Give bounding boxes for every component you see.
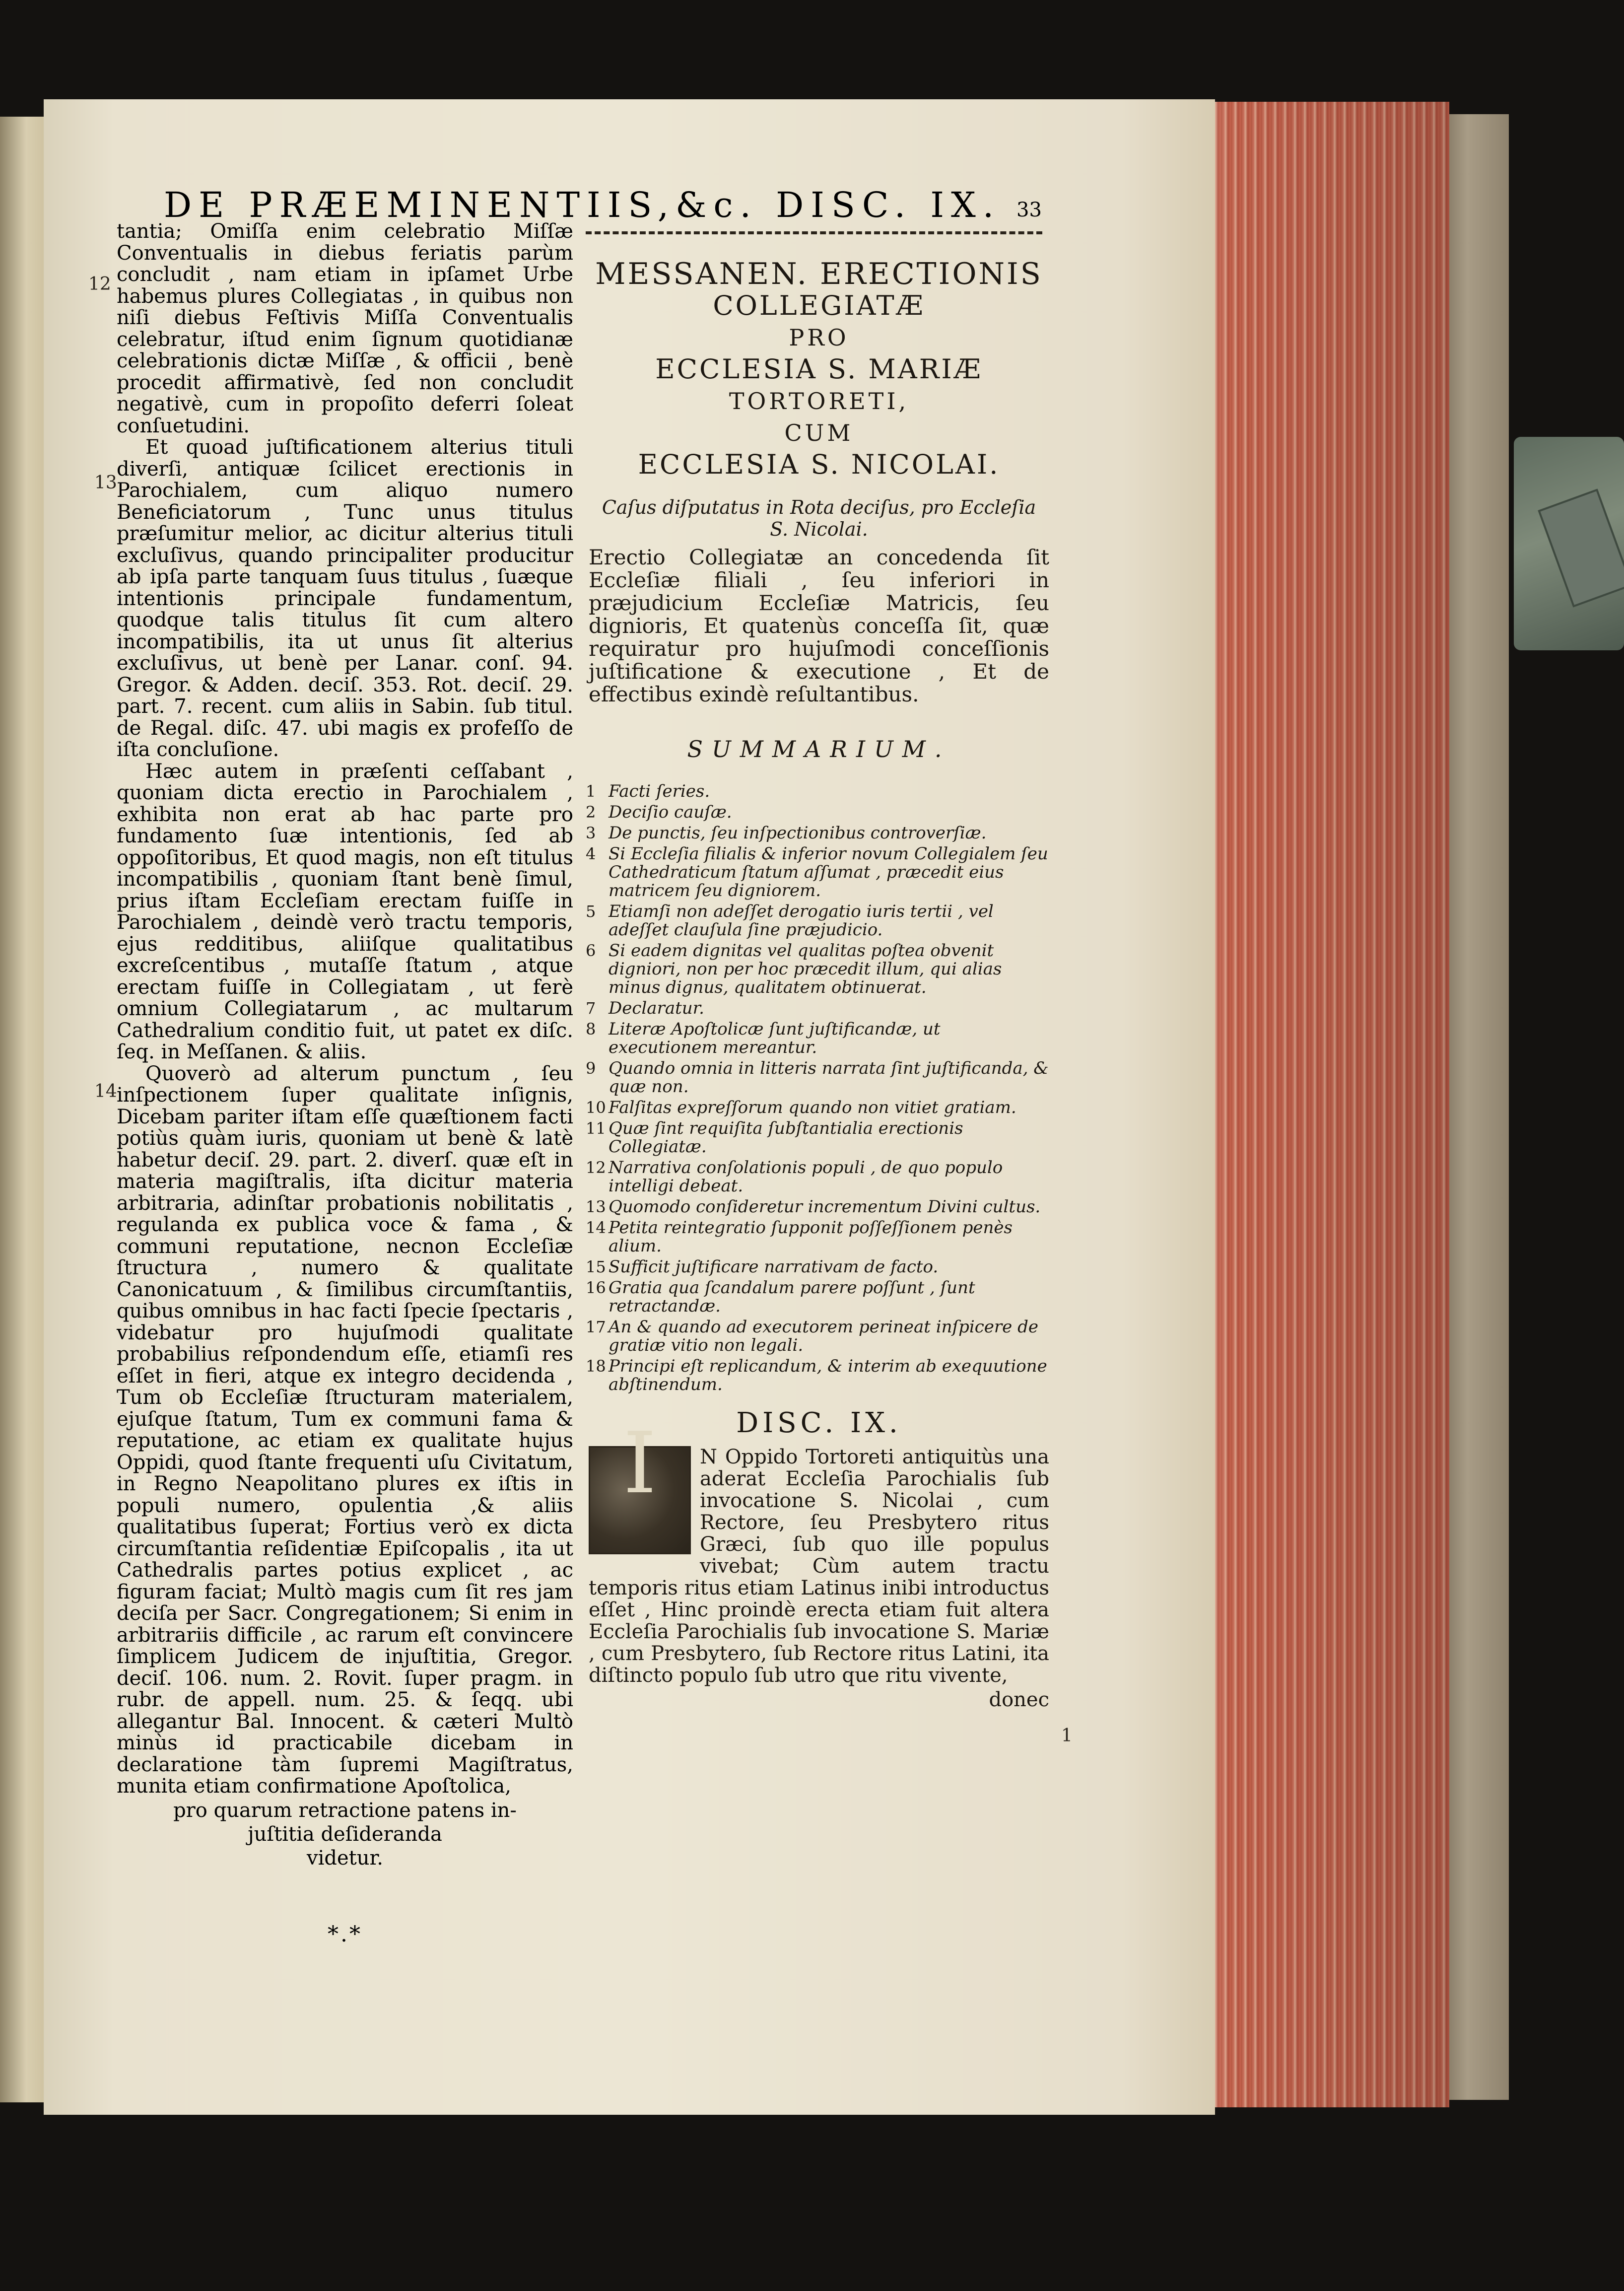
summary-number: 5 xyxy=(586,902,596,921)
summary-text: Falſitas expreſſorum quando non vitiet gratiam. xyxy=(609,1098,1016,1117)
initial-letter: I xyxy=(623,1414,657,1513)
title-rule xyxy=(586,231,1042,234)
case-note: Caſus diſputatus in Rota deciſus, pro Eccleſia S. Nicolai. xyxy=(602,496,1036,540)
title-line: MESSANEN. ERECTIONIS xyxy=(595,257,1043,291)
running-header: DE PRÆEMINENTIIS,&c. DISC. IX. xyxy=(164,185,1001,225)
summary-item xyxy=(586,903,1052,939)
summary-number: 14 xyxy=(586,1218,606,1237)
summary-text: Declaratur. xyxy=(609,998,704,1018)
summary-item xyxy=(586,1318,1052,1355)
summary-number: 8 xyxy=(586,1020,596,1039)
summary-number: 3 xyxy=(586,824,596,842)
title-line: TORTORETI, xyxy=(729,388,909,415)
summary-number: 15 xyxy=(586,1257,606,1276)
margin-number: 13 xyxy=(94,473,117,493)
summary-text: Deciſio cauſæ. xyxy=(609,802,732,822)
summary-number: 2 xyxy=(586,803,596,822)
left-column xyxy=(117,221,573,1945)
summary-text: Quæ ſint requiſita ſubſtantialia erectionis Collegiatæ. xyxy=(609,1118,963,1157)
summary-list xyxy=(586,782,1052,1394)
summary-number: 13 xyxy=(586,1197,606,1216)
summary-text: Si eadem dignitas vel qualitas poſtea obvenit digniori, non per hoc præcedit illum, qui alias minus dignus, qualitatem obtinuerat. xyxy=(609,941,1002,997)
summary-text: Gratia qua ſcandalum parere poſſunt , ſunt retractandæ. xyxy=(609,1278,975,1316)
facing-page-edge xyxy=(0,117,44,2102)
summary-item xyxy=(586,1279,1052,1316)
summary-item xyxy=(586,999,1052,1018)
decorated-initial xyxy=(589,1414,691,1554)
summary-item xyxy=(586,1099,1052,1117)
paragraph: Quoverò ad alterum punctum , ſeu inſpectionem ſuper qualitate inſignis, Dicebam pariter iſtam eſſe quæſtionem facti potiùs quàm iuris, quoniam ut benè & latè habetur deciſ. 29. part. 2. diverſ. quæ eſt in materia magiſtralis, iſta dicitur materia arbitraria, adinſtar probationis nobilitatis , regulanda ex publica voce & fama , & communi reputatione, necnon Eccleſiæ ſtructura , numero & qualitate Canonicatuum , & ſimilibus circumſtantiis, quibus omnibus in hac facti ſpecie ſpectaris , videbatur pro hujuſmodi qualitate probabilius reſpondendum eſſe, etiamſi res eſſet in fieri, atque ex integro decidenda , Tum ob Eccleſiæ ſtructuram materialem, ejuſque ſtatum, Tum ex communi fama & reputatione, ac etiam ex qualitate hujus Oppidi, quod ſtante frequenti uſu Civitatum, in Regno Neapolitano plures ex iſtis in populi numero, opulentia ,& aliis qualitatibus ſuperat; Fortius verò ex dicta circumſtantia reſidentiæ Epiſcopalis , ita ut Cathedralis partes potius explicet , ac figuram faciat; Multò magis cum ſit res jam deciſa per Sacr. Congregationem; Si enim in arbitrariis difficile , ac rarum eſt convincere ſimplicem Judicem de injuſtitia, Gregor. deciſ. 106. num. 2. Rovit. ſuper pragm. in rubr. de appell. num. 25. & ſeqq. ubi allegantur Bal. Innocent. & cæteri Multò minùs id practicabile dicebam in declaratione tàm ſupremi Magiſtratus, munita etiam confirmatione Apoſtolica, xyxy=(117,1062,573,1798)
summary-text: An & quando ad executorem perineat inſpicere de gratiæ vitio non legali. xyxy=(609,1317,1038,1355)
summary-item xyxy=(586,1020,1052,1057)
book-cover-board xyxy=(1439,114,1509,2100)
title-line: ECCLESIA S. NICOLAI. xyxy=(638,449,1000,480)
title-line: ECCLESIA S. MARIÆ xyxy=(655,353,983,385)
summary-item xyxy=(586,1258,1052,1276)
summary-item xyxy=(586,1059,1052,1096)
summary-item xyxy=(586,845,1052,900)
page-block-shade xyxy=(1191,102,1449,2107)
paragraph: Hæc autem in præſenti ceſſabant , quoniam dicta erectio in Parochialem , exhibita non erat ab hac parte pro fundamento ſuæ intentionis, ſed ab oppoſitoribus, Et quod magis, non eſt titulus incompatibilis , quoniam ſtant benè ſimul, prius iſtam Eccleſiam erectam fuiſſe in Parochialem , deindè verò tractu temporis, ejus redditibus, aliiſque qualitatibus excreſcentibus , mutaſſe ſtatum , atque erectam fuiſſe in Collegiatam , ut ferè omnium Collegiatarum , ac multarum Cathedralium conditio fuit, ut patet ex diſc. ſeq. in Meſſanen. & aliis. xyxy=(117,760,573,1063)
summary-text: Narrativa conſolationis populi , de quo populo intelligi debeat. xyxy=(609,1158,1003,1196)
summary-number: 9 xyxy=(586,1059,596,1078)
closing-line: pro quarum retractione patens in- xyxy=(173,1799,517,1822)
margin-number: 1 xyxy=(1061,1726,1073,1746)
summary-item xyxy=(586,782,1052,801)
discourse-body: N Oppido Tortoreti antiquitùs una aderat Eccleſia Parochialis ſub invocatione S. Nicolai , cum Rectore, ſeu Presbytero ritus Græci, ſub quo ille populus vivebat; Cùm autem tractu temporis ritus etiam Latinus inibi introductus eſſet , Hinc proindè erecta etiam fuit altera Eccleſia Parochialis ſub invocatione S. Mariæ , cum Presbytero, ſub Rectore ritus Latini, ita diſtincto populo ſub utro que ritu vivente, xyxy=(589,1446,1049,1687)
summary-number: 18 xyxy=(586,1357,606,1376)
summary-text: Sufficit juſtificare narrativam de facto. xyxy=(609,1257,939,1277)
title-line: CUM xyxy=(784,419,854,446)
summary-text: De punctis, ſeu inſpectionibus controverſiæ. xyxy=(609,823,987,843)
closing-line: videtur. xyxy=(307,1846,383,1870)
summary-text: Facti ſeries. xyxy=(609,781,710,801)
summary-text: Quando omnia in litteris narrata ſint juſtificanda, & quæ non. xyxy=(609,1058,1049,1097)
right-column xyxy=(586,258,1052,1711)
summary-text: Principi eſt replicandum, & interim ab exequutione abſtinendum. xyxy=(609,1356,1047,1394)
title-line: COLLEGIATÆ xyxy=(713,290,925,321)
section-ornament: *.* xyxy=(328,1921,362,1947)
summary-text: Si Eccleſia filialis & inferior novum Collegialem ſeu Cathedraticum ſtatum aſſumat , præcedit eius matricem ſeu digniorem. xyxy=(609,844,1048,901)
summary-number: 1 xyxy=(586,782,596,801)
summary-item xyxy=(586,803,1052,822)
case-title xyxy=(586,258,1052,481)
case-question: Erectio Collegiatæ an concedenda ſit Eccleſiæ filiali , ſeu inferiori in præjudicium Eccleſiæ Matricis, ſeu dignioris, Et quatenùs conceſſa ſit, quæ requiratur pro hujuſmodi conceſſionis juſtificatione & executione , Et de effectibus exindè reſultantibus. xyxy=(589,545,1049,706)
title-line: PRO xyxy=(789,324,849,351)
summary-number: 10 xyxy=(586,1098,606,1117)
margin-number: 12 xyxy=(88,274,111,294)
summary-number: 17 xyxy=(586,1318,606,1336)
summary-item xyxy=(586,1219,1052,1255)
discourse-heading: DISC. IX. xyxy=(736,1407,902,1439)
summary-heading: SUMMARIUM. xyxy=(687,736,951,763)
summary-number: 4 xyxy=(586,844,596,863)
summary-item xyxy=(586,1198,1052,1216)
closing-line: juſtitia deſideranda xyxy=(248,1822,442,1846)
summary-number: 12 xyxy=(586,1158,606,1177)
summary-item xyxy=(586,1119,1052,1156)
catchword: donec xyxy=(989,1688,1049,1711)
summary-text: Quomodo conſideretur incrementum Divini cultus. xyxy=(609,1197,1041,1217)
paragraph: Et quoad juſtificationem alterius tituli diverſi, antiquæ ſcilicet erectionis in Parochialem, cum aliquo numero Beneficiatorum , Tunc unus titulus præſumitur melior, ac dicitur alterius tituli excluſivus, quando principaliter producitur ab ipſa parte tanquam ſuus titulus , ſuæque intentionis principale fundamentum, quodque talis titulus ſit cum altero incompatibilis, ita ut unus ſit alterius excluſivus, ut benè per Lanar. conſ. 94. Gregor. & Adden. deciſ. 353. Rot. deciſ. 29. part. 7. recent. cum aliis in Sabin. ſub titul. de Regal. diſc. 47. ubi magis ex profeſſo de iſta concluſione. xyxy=(117,436,573,761)
summary-item xyxy=(586,942,1052,997)
summary-text: Petita reintegratio ſupponit poſſeſſionem penès alium. xyxy=(609,1218,1013,1256)
summary-number: 16 xyxy=(586,1278,606,1297)
summary-text: Literæ Apoſtolicæ ſunt juſtificandæ, ut executionem mereantur. xyxy=(609,1019,941,1057)
summary-item xyxy=(586,1357,1052,1394)
summary-number: 7 xyxy=(586,999,596,1018)
folio-number: 33 xyxy=(1016,199,1042,221)
summary-number: 11 xyxy=(586,1119,606,1138)
summary-item xyxy=(586,1159,1052,1195)
summary-text: Etiamſi non adeſſet derogatio iuris tertii , vel adeſſet clauſula ſine præjudicio. xyxy=(609,902,994,940)
margin-number: 14 xyxy=(94,1081,117,1102)
summary-number: 6 xyxy=(586,941,596,960)
summary-item xyxy=(586,824,1052,842)
paragraph: tantia; Omiſſa enim celebratio Miſſæ Conventualis in diebus feriatis parùm concludit , nam etiam in ipſamet Urbe habemus plures Collegiatas , in quibus non niſi diebus Feſtivis Miſſa Conventualis celebratur, iſtud enim ſignum quotidianæ celebrationis dictæ Miſſæ , & officii , benè procedit affirmativè, ſed non concludit negativè, cum in propoſito deferri ſoleat conſuetudini. xyxy=(117,220,573,437)
